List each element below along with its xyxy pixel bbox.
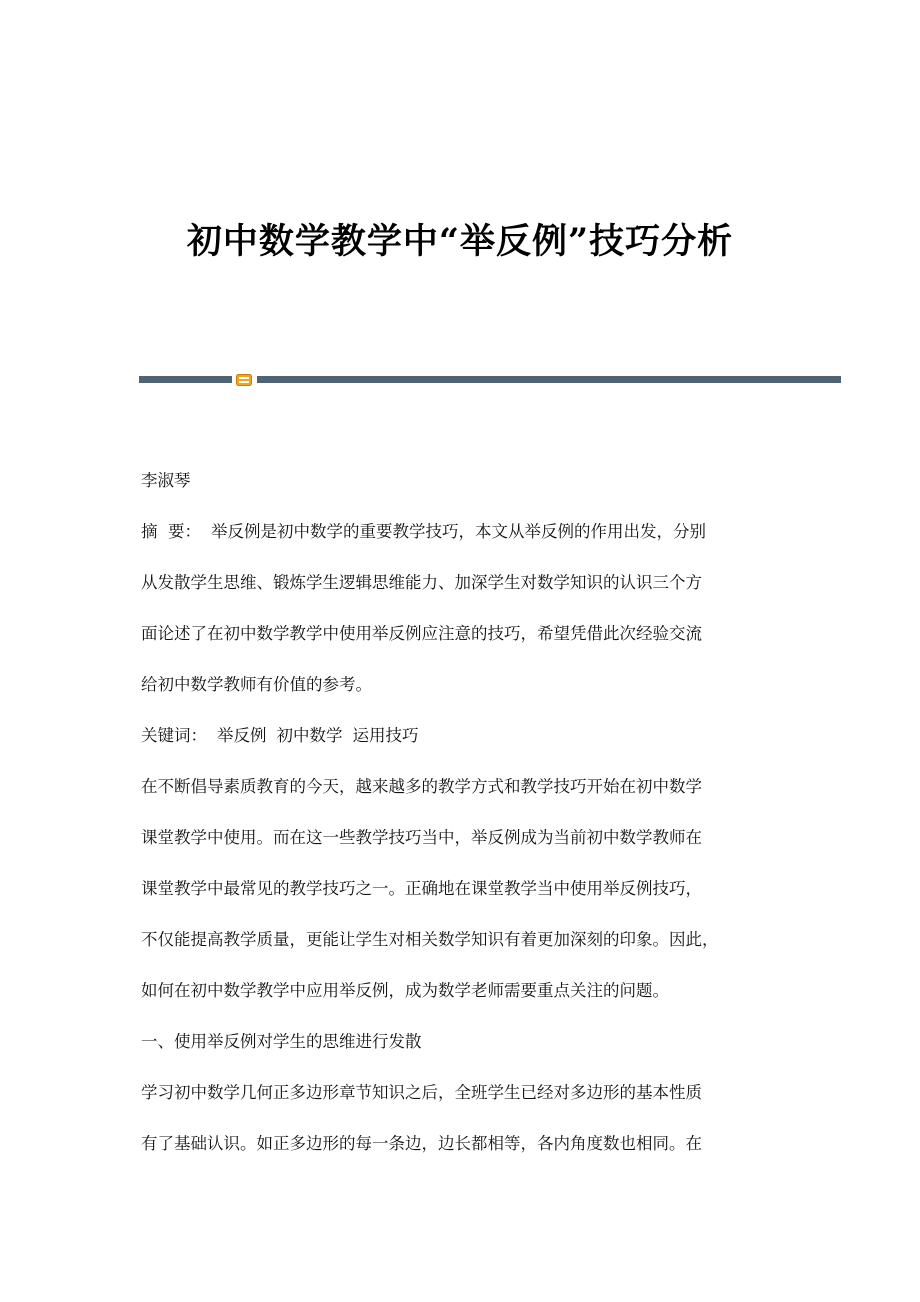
- document-body: [141, 468, 781, 1182]
- keyword-item: 举反例: [217, 726, 267, 745]
- abstract-line: 面论述了在初中数学教学中使用举反例应注意的技巧，希望凭借此次经验交流: [141, 624, 702, 643]
- abstract-line: 从发散学生思维、锻炼学生逻辑思维能力、加深学生对数学知识的认识三个方: [141, 573, 702, 592]
- paragraph-line: 在不断倡导素质教育的今天，越来越多的教学方式和教学技巧开始在初中数学: [141, 777, 702, 796]
- paragraph-line: 不仅能提高教学质量，更能让学生对相关数学知识有着更加深刻的印象。因此，: [141, 930, 719, 949]
- paragraph-line: 学习初中数学几何正多边形章节知识之后，全班学生已经对多边形的基本性质: [141, 1083, 702, 1102]
- section1-paragraph: [141, 1080, 781, 1156]
- author-name: 李淑琴: [141, 471, 191, 490]
- paragraph-line: 如何在初中数学教学中应用举反例，成为数学老师需要重点关注的问题。: [141, 981, 669, 1000]
- abstract-label: 摘 要：: [141, 522, 201, 541]
- divider-bar-left: [139, 376, 232, 383]
- keywords-label: 关键词：: [141, 726, 207, 745]
- divider-bar-right: [257, 376, 841, 383]
- paragraph-line: 有了基础认识。如正多边形的每一条边，边长都相等，各内角度数也相同。在: [141, 1134, 702, 1153]
- abstract-line: 给初中数学教师有价值的参考。: [141, 675, 372, 694]
- intro-paragraph: [141, 774, 781, 1003]
- abstract-block: [141, 519, 781, 697]
- keywords-line: [141, 723, 781, 748]
- keyword-item: 运用技巧: [352, 726, 419, 745]
- title-divider: [139, 374, 841, 386]
- divider-ornament-icon: [236, 374, 252, 386]
- paragraph-line: 课堂教学中最常见的教学技巧之一。正确地在课堂教学当中使用举反例技巧，: [141, 879, 702, 898]
- document-title: 初中数学教学中“举反例”技巧分析: [186, 221, 734, 262]
- section-heading: 一、使用举反例对学生的思维进行发散: [141, 1032, 422, 1051]
- paragraph-line: 课堂教学中使用。而在这一些教学技巧当中，举反例成为当前初中数学教师在: [141, 828, 702, 847]
- keyword-item: 初中数学: [276, 726, 343, 745]
- abstract-line: 摘 要： 举反例是初中数学的重要教学技巧，本文从举反例的作用出发，分别: [141, 522, 706, 541]
